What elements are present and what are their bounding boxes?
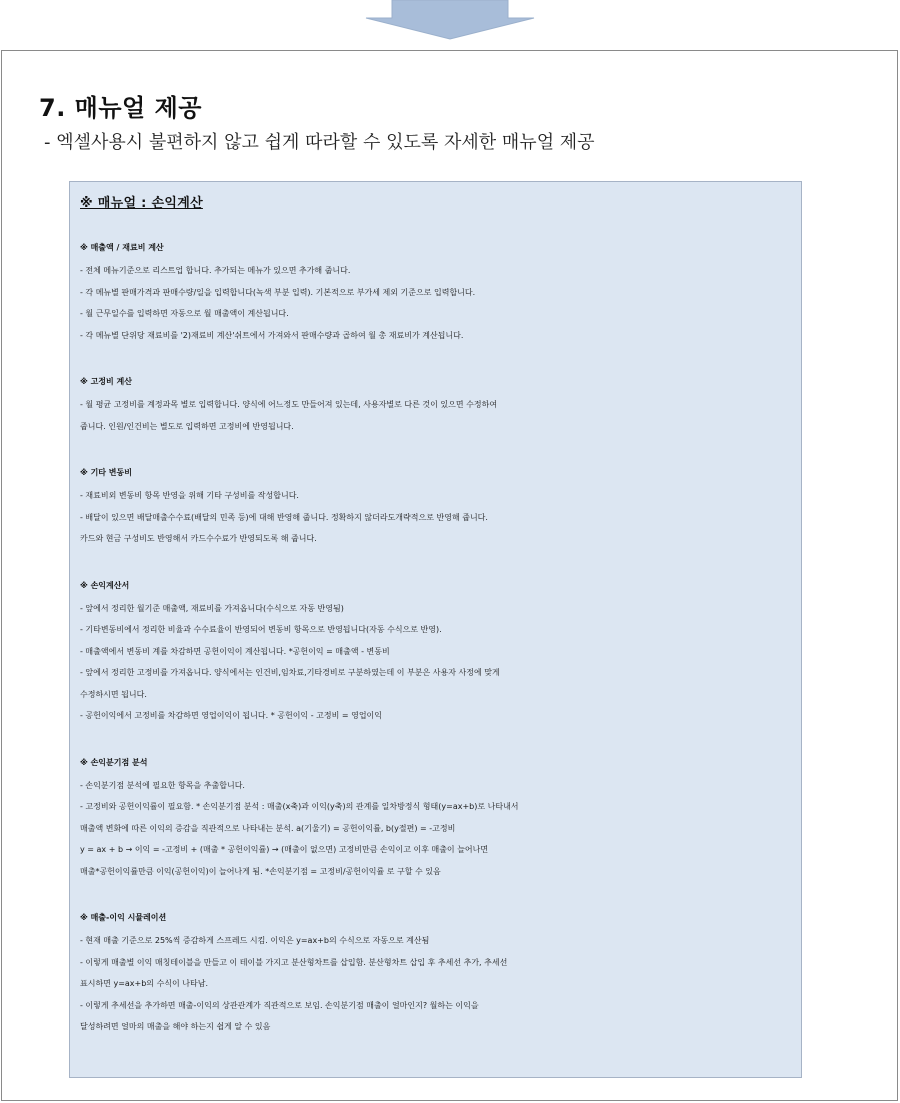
manual-section	[80, 237, 791, 346]
section-line: - 손익분기점 분석에 필요한 항목을 추출합니다.	[80, 780, 245, 790]
section-line: - 기타변동비에서 정리한 비율과 수수료율이 반영되어 변동비 항목으로 반영됩니다(자동 수식으로 반영).	[80, 625, 442, 634]
section-line: - 앞에서 정리한 월기준 매출액, 재료비를 가져옵니다(수식으로 자동 반영됨)	[80, 603, 344, 613]
section-title: ※ 기타 변동비	[80, 468, 132, 477]
section-line: - 앞에서 정리한 고정비를 가져옵니다. 양식에서는 인건비,임차료,기타경비로 구분하였는데 이 부분은 사용자 사정에 맞게	[80, 668, 500, 677]
section-line: - 배달이 있으면 배달매출수수료(배달의 민족 등)에 대해 반영해 줍니다. 정확하지 않더라도개략적으로 반영해 줍니다.	[80, 512, 488, 522]
manual-section	[80, 462, 791, 550]
section-line: 카드와 현금 구성비도 반영해서 카드수수료가 반영되도록 해 줍니다.	[80, 534, 317, 543]
section-title: ※ 고정비 계산	[80, 377, 132, 386]
manual-section	[80, 371, 791, 437]
section-line: - 재료비외 변동비 항목 반영을 위해 기타 구성비를 작성합니다.	[80, 491, 299, 500]
section-line: - 각 메뉴별 판매가격과 판매수량/일을 입력합니다(녹색 부분 입력). 기본적으로 부가세 제외 기준으로 입력합니다.	[80, 287, 476, 297]
section-line: - 이렇게 추세선을 추가하면 매출-이익의 상관관계가 직관적으로 보임. 손익분기점 매출이 얼마인지? 월하는 이익을	[80, 1000, 479, 1010]
section-line: 표시하면 y=ax+b의 수식이 나타남.	[80, 979, 209, 988]
manual-heading: ※ 매뉴얼 : 손익계산	[80, 196, 203, 211]
manual-box	[69, 181, 802, 1078]
manual-section	[80, 575, 791, 727]
section-line: - 각 메뉴별 단위당 재료비를 '2)재료비 계산'쉬트에서 가져와서 판매수량과 곱하여 월 총 재료비가 계산됩니다.	[80, 330, 464, 340]
manual-section	[80, 752, 791, 883]
section-line: y = ax + b → 이익 = -고정비 + (매출 * 공헌이익률) → (매출이 없으면) 고정비만큼 손익이고 이후 매출이 늘어나면	[80, 845, 489, 854]
section-line: 매출액 변화에 따른 이익의 증감을 직관적으로 나타내는 분석. a(기울기) = 공헌이익률, b(y절편) = -고정비	[80, 823, 456, 833]
section-line: - 공헌이익에서 고정비를 차감하면 영업이익이 됩니다. * 공헌이익 - 고정비 = 영업이익	[80, 711, 383, 720]
manual-sections	[80, 237, 791, 1038]
page-subtitle: - 엑셀사용시 불편하지 않고 쉽게 따라할 수 있도록 자세한 매뉴얼 제공	[44, 132, 595, 153]
section-line: 줍니다. 인원/인건비는 별도로 입력하면 고정비에 반영됩니다.	[80, 421, 294, 431]
down-arrow-icon	[362, 0, 538, 40]
section-line: - 전체 메뉴기준으로 리스트업 합니다. 추가되는 메뉴가 있으면 추가해 줍니다.	[80, 266, 351, 275]
page-title: 7. 매뉴얼 제공	[39, 94, 202, 122]
section-title: ※ 손익분기점 분석	[80, 757, 148, 767]
manual-section	[80, 907, 791, 1038]
section-line: 수정하시면 됩니다.	[80, 689, 147, 699]
section-line: - 월 평균 고정비를 계정과목 별로 입력합니다. 양식에 어느정도 만들어져 있는데, 사용자별로 다른 것이 있으면 수정하여	[80, 400, 498, 409]
section-line: - 이렇게 매출별 이익 매칭테이블을 만들고 이 테이블 가지고 분산형차트를 삽입함. 분산형차트 삽입 후 추세선 추가, 추세선	[80, 957, 508, 967]
section-line: - 월 근무일수를 입력하면 자동으로 월 매출액이 계산됩니다.	[80, 309, 289, 318]
section-title: ※ 손익계산서	[80, 580, 130, 590]
section-line: 매출*공헌이익률만큼 이익(공헌이익)이 늘어나게 됨. *손익분기점 = 고정비/공헌이익률 로 구할 수 있음	[80, 866, 441, 876]
section-line: - 현재 매출 기준으로 25%씩 증감하게 스프레드 시킴. 이익은 y=ax+b의 수식으로 자동으로 계산됨	[80, 936, 430, 945]
section-line: - 고정비와 공헌이익률이 필요함. * 손익분기점 분석 : 매출(x축)과 이익(y축)의 관계를 일차방정식 형태(y=ax+b)로 나타내서	[80, 802, 519, 811]
section-title: ※ 매출액 / 재료비 계산	[80, 243, 164, 252]
section-line: 달성하려면 얼마의 매출을 해야 하는지 쉽게 알 수 있음	[80, 1022, 271, 1031]
section-line: - 매출액에서 변동비 계를 차감하면 공헌이익이 계산됩니다. *공헌이익 = 매출액 - 변동비	[80, 646, 390, 656]
section-title: ※ 매출-이익 시뮬레이션	[80, 913, 167, 922]
